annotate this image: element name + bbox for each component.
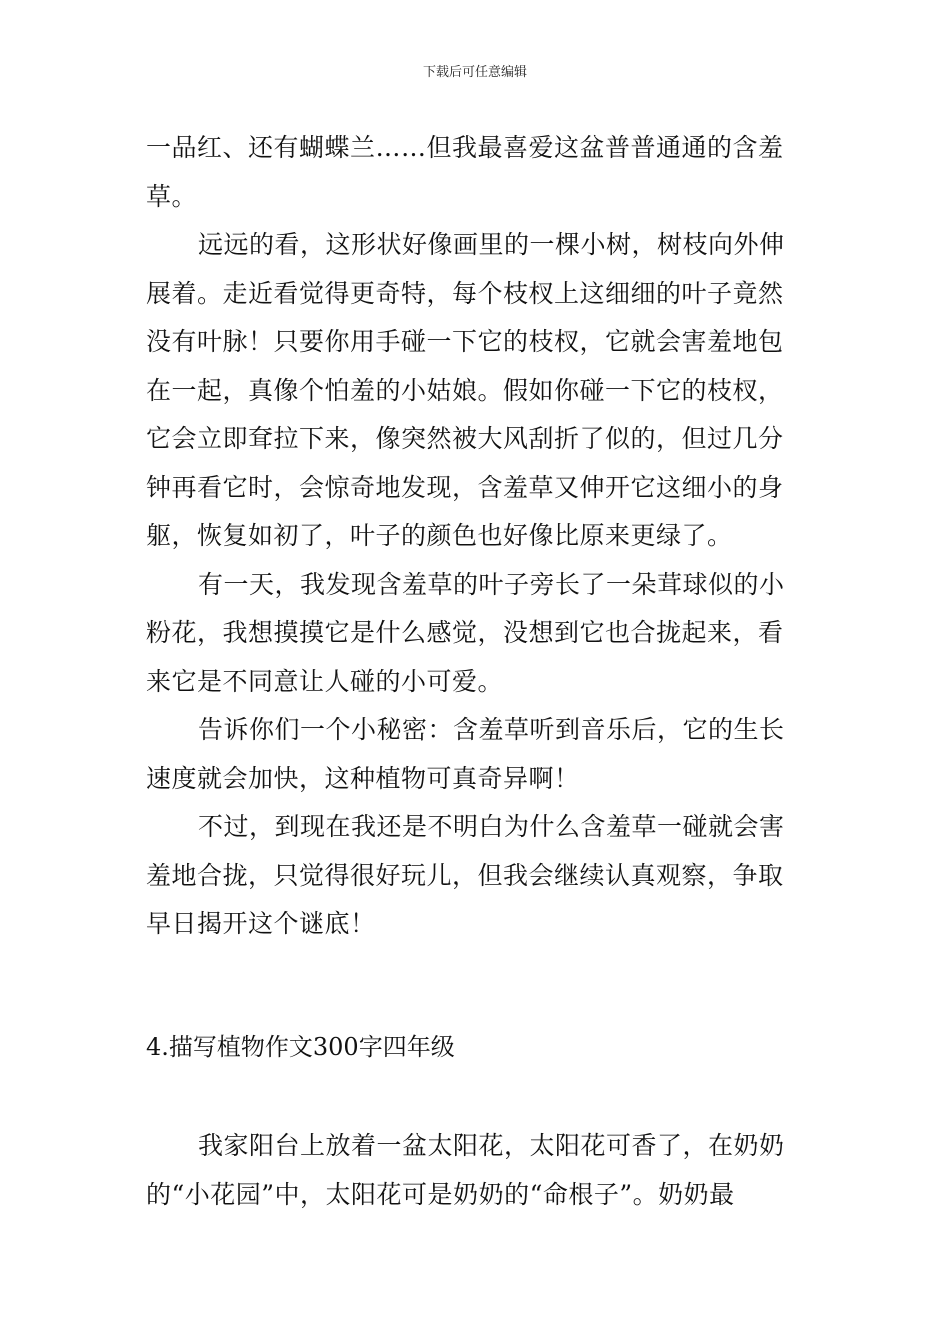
section-heading: 4.描写植物作文300字四年级 [146,1033,455,1061]
page-header-note: 下载后可任意编辑 [422,65,527,80]
essay-body-bottom [146,1122,808,1219]
paragraph-conclusion: 不过，到现在我还是不明白为什么含羞草一碰就会害羞地合拢，只觉得很好玩儿，但我会继续认真观察，争取早日揭开这个谜底！ [146,812,785,938]
paragraph-continuation: 一品红、还有蝴蝶兰……但我最喜爱这盆普普通通的含羞草。 [146,133,784,211]
paragraph-sunflower-intro: 我家阳台上放着一盆太阳花，太阳花可香了，在奶奶的“小花园”中，太阳花可是奶奶的“命根子”。奶奶最 [146,1131,785,1209]
paragraph-secret: 告诉你们一个小秘密：含羞草听到音乐后，它的生长速度就会加快，这种植物可真奇异啊！ [146,715,785,793]
paragraph-pink-flower: 有一天，我发现含羞草的叶子旁长了一朵茸球似的小粉花，我想摸摸它是什么感觉，没想到它也合拢起来，看来它是不同意让人碰的小可爱。 [146,569,785,696]
paragraph-shape-description: 远远的看，这形状好像画里的一棵小树，树枝向外伸展着。走近看觉得更奇特，每个枝杈上这细细的叶子竟然没有叶脉！只要你用手碰一下它的枝杈，它就会害羞地包在一起，真像个怕羞的小姑娘。假如你碰一下它的枝杈，它会立即耷拉下来，像突然被大风刮折了似的，但过几分钟再看它时，会惊奇地发现，含羞草又伸开它这细小的身躯，恢复如初了，叶子的颜色也好像比原来更绿了。 [146,230,785,550]
essay-body-top [146,124,808,949]
